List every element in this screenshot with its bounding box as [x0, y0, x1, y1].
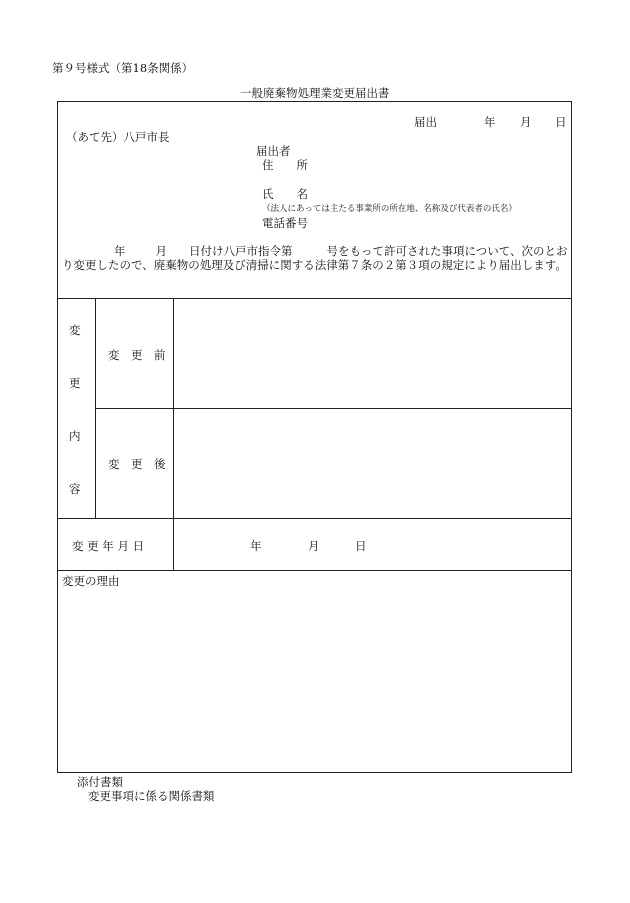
before-field[interactable]	[175, 300, 570, 406]
addressee: （あて先）八戸市長	[66, 130, 170, 144]
after-label: 変 更 後	[108, 457, 166, 471]
statement-text-2: 号をもって許可された事項について、次のとおり変更したので、廃棄物の処理及び清掃に関する法律第７条の２第３項の規定により届出します。	[62, 244, 568, 272]
attachments-label: 添付書類	[77, 775, 123, 789]
notifier-label: 届出者	[256, 144, 291, 158]
content-char-3: 内	[69, 429, 81, 443]
date-label: 届出	[414, 115, 437, 129]
table-top-line	[57, 298, 572, 299]
reason-label: 変更の理由	[62, 574, 120, 588]
date-month: 月	[520, 115, 532, 129]
phone-label: 電話番号	[262, 216, 308, 230]
content-bottom-line	[57, 518, 572, 519]
date-day: 日	[555, 115, 567, 129]
label-col-divider	[173, 298, 174, 570]
change-date-day: 日	[355, 539, 367, 553]
corporation-note: （法人にあっては主たる事業所の所在地、名称及び代表者の氏名）	[262, 204, 517, 214]
statement-paragraph	[62, 244, 572, 272]
date-year: 年	[484, 115, 496, 129]
after-field[interactable]	[175, 410, 570, 516]
content-char-1: 変	[69, 323, 81, 337]
statement-month: 月	[155, 244, 167, 258]
form-number: 第９号様式（第18条関係）	[52, 61, 194, 75]
before-label: 変 更 前	[108, 348, 166, 362]
change-date-year: 年	[250, 539, 262, 553]
statement-text-1: 日付け八戸市指令第	[189, 244, 293, 258]
change-date-month: 月	[308, 539, 320, 553]
name-label: 氏 名	[262, 187, 308, 201]
change-date-label: 変 更 年 月 日	[72, 539, 145, 553]
address-label: 住 所	[262, 158, 308, 172]
content-char-4: 容	[69, 482, 81, 496]
document-title: 一般廃棄物処理業変更届出書	[240, 86, 390, 100]
before-after-divider	[95, 408, 572, 409]
content-char-2: 更	[69, 376, 81, 390]
statement-year: 年	[114, 244, 126, 258]
reason-field[interactable]	[59, 590, 570, 770]
attachments-item: 変更事項に係る関係書類	[88, 789, 215, 803]
date-row-bottom-line	[57, 570, 572, 571]
